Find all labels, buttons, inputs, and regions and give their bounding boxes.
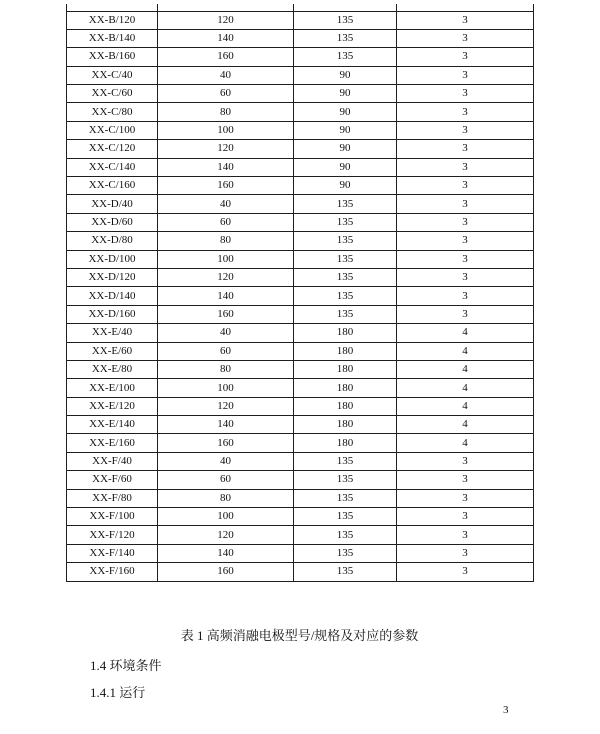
table-cell: XX-C/120 (67, 140, 158, 158)
table-cell: 100 (158, 379, 294, 397)
table-row (67, 121, 534, 139)
table-row (67, 85, 534, 103)
table-row (67, 213, 534, 231)
table-row (67, 250, 534, 268)
table-cell: 90 (294, 158, 397, 176)
table-cell: 135 (294, 526, 397, 544)
section-heading-environment-conditions: 1.4 环境条件 (90, 658, 162, 673)
table-cell: XX-C/160 (67, 177, 158, 195)
table-cell: 135 (294, 489, 397, 507)
table-cell: 135 (294, 48, 397, 66)
table-cell: XX-D/140 (67, 287, 158, 305)
table-cell: 60 (158, 213, 294, 231)
table-cell: XX-C/140 (67, 158, 158, 176)
table-cell: XX-F/100 (67, 508, 158, 526)
table-cell: 100 (158, 508, 294, 526)
table-row (67, 232, 534, 250)
table-row (67, 29, 534, 47)
table-cell: XX-D/80 (67, 232, 158, 250)
table-cell: 40 (158, 452, 294, 470)
table-row (67, 471, 534, 489)
electrode-spec-table (66, 4, 534, 582)
table-cell: 90 (294, 66, 397, 84)
table-cell: XX-F/120 (67, 526, 158, 544)
table-cell: 180 (294, 434, 397, 452)
table-cell: XX-B/140 (67, 29, 158, 47)
table-cell: XX-C/100 (67, 121, 158, 139)
table-row (67, 342, 534, 360)
table-row (67, 324, 534, 342)
table-cell: 90 (294, 85, 397, 103)
table-cell: XX-E/120 (67, 397, 158, 415)
table-row (67, 416, 534, 434)
table-cell: XX-E/40 (67, 324, 158, 342)
table-cell: XX-C/40 (67, 66, 158, 84)
table-cell: 135 (294, 268, 397, 286)
table-cell: XX-D/100 (67, 250, 158, 268)
table-cell: 135 (294, 195, 397, 213)
table-cell: 3 (397, 526, 534, 544)
table-cell: 135 (294, 452, 397, 470)
table-cell: 140 (158, 416, 294, 434)
table-cell: 140 (158, 158, 294, 176)
table-cell: 80 (158, 232, 294, 250)
table-cell: XX-E/60 (67, 342, 158, 360)
table-cell: 3 (397, 48, 534, 66)
table-row (67, 195, 534, 213)
table-cell: 140 (158, 544, 294, 562)
table-cell: 4 (397, 397, 534, 415)
table-row (67, 526, 534, 544)
table-cell: 3 (397, 195, 534, 213)
table-cell: 60 (158, 342, 294, 360)
table-cell: 180 (294, 342, 397, 360)
table-cell: 4 (397, 434, 534, 452)
table-row (67, 452, 534, 470)
table-cell: XX-D/160 (67, 305, 158, 323)
table-cell: 80 (158, 489, 294, 507)
table-cell: XX-C/80 (67, 103, 158, 121)
table-cell: 160 (158, 48, 294, 66)
table-cell: 135 (294, 508, 397, 526)
table-row (67, 103, 534, 121)
table-cell: 4 (397, 342, 534, 360)
table-cell: 160 (158, 434, 294, 452)
table-cell: 135 (294, 29, 397, 47)
table-cell: XX-E/160 (67, 434, 158, 452)
table-row (67, 11, 534, 29)
table-cell: 160 (158, 305, 294, 323)
table-cell: 180 (294, 324, 397, 342)
table-cell: XX-F/140 (67, 544, 158, 562)
table-cell: XX-D/120 (67, 268, 158, 286)
table-cell: XX-F/160 (67, 563, 158, 581)
table-cell: 3 (397, 85, 534, 103)
table-row (67, 268, 534, 286)
table-cell: XX-B/160 (67, 48, 158, 66)
table-row (67, 397, 534, 415)
table-cell: 120 (158, 140, 294, 158)
table-cell: 180 (294, 360, 397, 378)
table-cell: 90 (294, 177, 397, 195)
table-row (67, 508, 534, 526)
table-cell: 120 (158, 11, 294, 29)
table-cell: 135 (294, 11, 397, 29)
table-cell: XX-C/60 (67, 85, 158, 103)
table-cell: 3 (397, 268, 534, 286)
table-cell: 100 (158, 121, 294, 139)
table-cell: 3 (397, 121, 534, 139)
table-cell: 3 (397, 177, 534, 195)
table-row (67, 489, 534, 507)
table-cell (67, 4, 158, 11)
table-cell: 3 (397, 305, 534, 323)
table-cell: XX-F/60 (67, 471, 158, 489)
table-cell: 90 (294, 103, 397, 121)
table-cell: 90 (294, 121, 397, 139)
table-cell (294, 4, 397, 11)
table-cell: XX-E/140 (67, 416, 158, 434)
table-row (67, 305, 534, 323)
table-cell (397, 4, 534, 11)
table-row (67, 66, 534, 84)
table-cell: 4 (397, 360, 534, 378)
table-cell: 3 (397, 489, 534, 507)
table-cell: 3 (397, 563, 534, 581)
table-cell: 160 (158, 563, 294, 581)
table-cell: 3 (397, 452, 534, 470)
table-cell: 135 (294, 250, 397, 268)
table-row (67, 544, 534, 562)
table-cell: XX-E/80 (67, 360, 158, 378)
table-cell: 4 (397, 416, 534, 434)
table-row (67, 48, 534, 66)
table-cell: 3 (397, 250, 534, 268)
table-cell: 3 (397, 544, 534, 562)
table-cell: 120 (158, 397, 294, 415)
table-cell: 135 (294, 544, 397, 562)
table-cell: 135 (294, 287, 397, 305)
table-row (67, 434, 534, 452)
table-cell: 3 (397, 508, 534, 526)
table-caption: 表 1 高频消融电极型号/规格及对应的参数 (180, 628, 419, 643)
table-cell: 180 (294, 416, 397, 434)
table-cell: XX-D/40 (67, 195, 158, 213)
table-cell (158, 4, 294, 11)
table-row (67, 177, 534, 195)
table-cell: 3 (397, 158, 534, 176)
table-cell: 3 (397, 29, 534, 47)
table-cell: 160 (158, 177, 294, 195)
table-cell: 3 (397, 213, 534, 231)
table-cell: 3 (397, 140, 534, 158)
table-row (67, 563, 534, 581)
table-cell: 60 (158, 85, 294, 103)
page-number: 3 (503, 704, 509, 716)
table-row (67, 379, 534, 397)
table-cell: 140 (158, 29, 294, 47)
table-cell: XX-E/100 (67, 379, 158, 397)
table-cell: XX-F/80 (67, 489, 158, 507)
table-cell: 120 (158, 526, 294, 544)
table-cell: 80 (158, 103, 294, 121)
table-cell: 3 (397, 103, 534, 121)
table-row-partial (67, 4, 534, 11)
table-cell: 90 (294, 140, 397, 158)
table-cell: XX-B/120 (67, 11, 158, 29)
table-cell: 60 (158, 471, 294, 489)
table-cell: 180 (294, 379, 397, 397)
table-cell: XX-F/40 (67, 452, 158, 470)
table-row (67, 158, 534, 176)
table-row (67, 287, 534, 305)
table-cell: 140 (158, 287, 294, 305)
table-row (67, 360, 534, 378)
table-cell: 40 (158, 66, 294, 84)
table-cell: 135 (294, 305, 397, 323)
table-cell: 40 (158, 324, 294, 342)
table-cell: XX-D/60 (67, 213, 158, 231)
table-cell: 135 (294, 563, 397, 581)
table-cell: 135 (294, 213, 397, 231)
table-cell: 135 (294, 471, 397, 489)
table-cell: 4 (397, 379, 534, 397)
table-cell: 4 (397, 324, 534, 342)
table-cell: 3 (397, 232, 534, 250)
table-cell: 40 (158, 195, 294, 213)
table-cell: 3 (397, 287, 534, 305)
table-cell: 3 (397, 11, 534, 29)
table-cell: 3 (397, 471, 534, 489)
table-cell: 3 (397, 66, 534, 84)
table-cell: 80 (158, 360, 294, 378)
subsection-heading-operation: 1.4.1 运行 (90, 685, 146, 700)
table-cell: 135 (294, 232, 397, 250)
table-cell: 120 (158, 268, 294, 286)
table-cell: 100 (158, 250, 294, 268)
table-row (67, 140, 534, 158)
table-cell: 180 (294, 397, 397, 415)
spec-table-body (67, 4, 534, 581)
